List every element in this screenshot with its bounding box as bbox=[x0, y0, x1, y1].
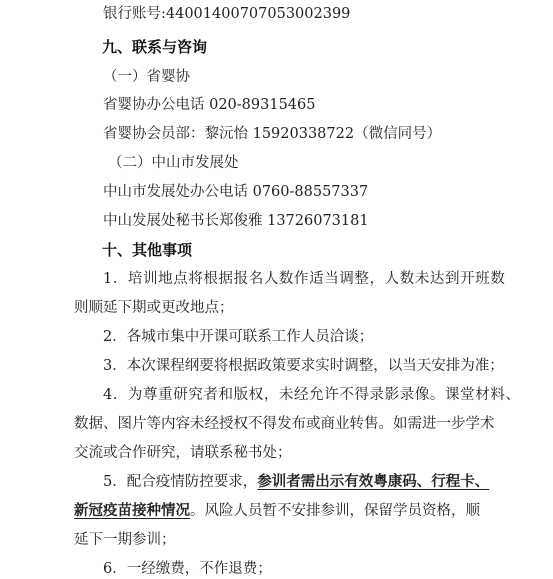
item-5-line-3: 延下一期参训； bbox=[74, 532, 176, 548]
item-2: 2．各城市集中开课可联系工作人员洽谈； bbox=[103, 329, 374, 345]
item-4-line-1: 4．为尊重研究者和版权，未经允许不得录影录像。课堂材料、 bbox=[103, 387, 521, 403]
bank-account: 银行账号:44001400707053002399 bbox=[103, 6, 351, 22]
item-5-emphasis-b: 新冠疫苗接种情况 bbox=[74, 502, 190, 519]
item-6: 6．一经缴费，不作退费； bbox=[103, 561, 272, 577]
contact-office-phone: 省婴协办公电话 020-89315465 bbox=[103, 97, 316, 113]
contact-zhongshan-secretary: 中山发展处秘书长郑俊雅 13726073181 bbox=[103, 213, 369, 229]
contact-member-dept: 省婴协会员部：黎沅怡 15920338722（微信同号） bbox=[103, 126, 442, 142]
subsection-1-title: （一）省婴协 bbox=[103, 69, 190, 85]
item-5-text-b: 。风险人员暂不安排参训，保留学员资格，顺 bbox=[190, 503, 480, 519]
section-10-heading: 十、其他事项 bbox=[102, 241, 193, 259]
item-5-line-1 bbox=[103, 472, 489, 492]
item-5-emphasis-a: 参训者需出示有效粤康码、行程卡、 bbox=[257, 473, 490, 490]
section-9-heading: 九、联系与咨询 bbox=[102, 38, 208, 56]
item-4-line-2: 数据、图片等内容未经授权不得发布或商业转售。如需进一步学术 bbox=[74, 416, 495, 432]
contact-zhongshan-phone: 中山市发展处办公电话 0760-88557337 bbox=[103, 184, 369, 200]
item-1-line-2: 则顺延下期或更改地点； bbox=[74, 300, 234, 316]
item-3: 3．本次课程纲要将根据政策要求实时调整，以当天安排为准； bbox=[103, 358, 504, 374]
item-5-text-a: 5．配合疫情防控要求， bbox=[103, 474, 258, 490]
item-1-line-1: 1．培训地点将根据报名人数作适当调整，人数未达到开班数 bbox=[103, 271, 506, 287]
item-4-line-3: 交流或合作研究，请联系秘书处； bbox=[74, 445, 292, 461]
item-5-line-2 bbox=[74, 501, 480, 521]
subsection-2-title: （二）中山市发展处 bbox=[108, 155, 239, 171]
